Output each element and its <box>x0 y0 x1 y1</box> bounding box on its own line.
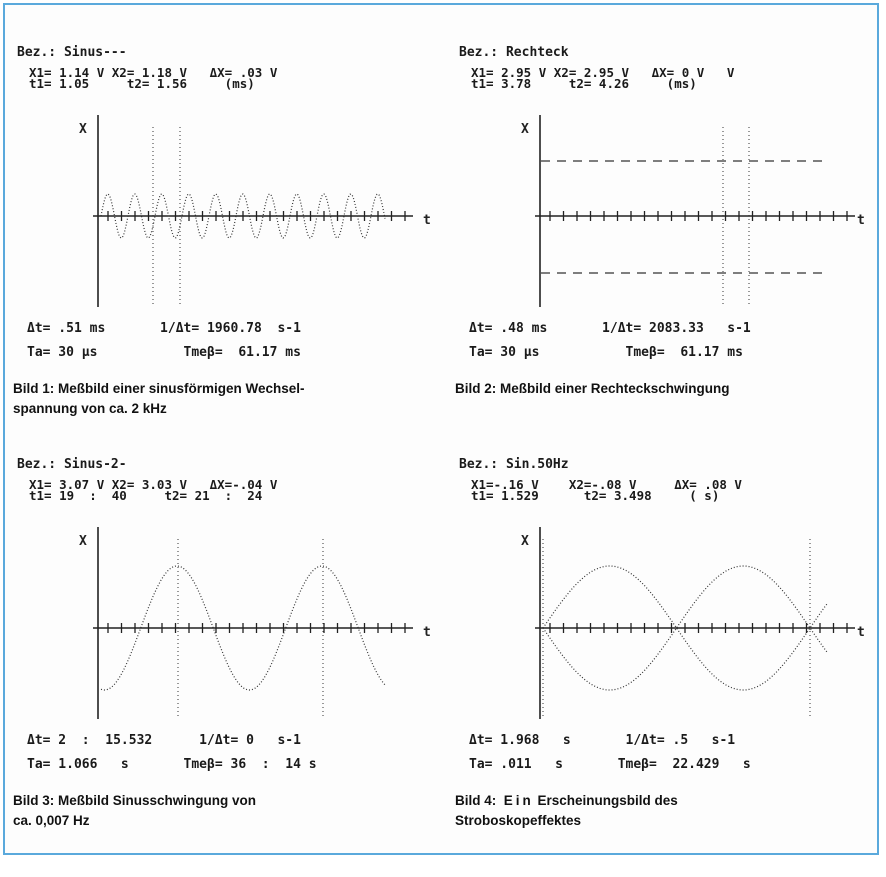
caption-line-2: spannung von ca. 2 kHz <box>13 401 167 416</box>
axis-label-x: X <box>521 122 529 137</box>
plot-sin-50hz <box>455 519 885 729</box>
figure-caption <box>455 791 885 831</box>
cursor-values-t: t1= 19 : 40 t2= 21 : 24 <box>29 488 263 503</box>
delta-t-readout: Δt= 2 : 15.532 1/Δt= 0 s-1 <box>27 733 301 748</box>
plot-sinus-2 <box>13 519 443 729</box>
axis-label-x: X <box>79 534 87 549</box>
caption-line-2: Stroboskopeffektes <box>455 813 582 828</box>
figure-caption <box>13 791 443 831</box>
plot-rechteck <box>455 107 885 317</box>
caption-line-1: Bild 4: Ein Erscheinungsbild des <box>455 793 678 808</box>
delta-t-readout: Δt= 1.968 s 1/Δt= .5 s-1 <box>469 733 736 748</box>
caption-line-2: ca. 0,007 Hz <box>13 813 90 828</box>
panel-title: Bez.: Sinus--- <box>17 45 127 60</box>
figure-caption <box>455 379 885 399</box>
axis-label-x: X <box>521 534 529 549</box>
axis-label-t: t <box>857 625 865 640</box>
caption-line-1: Bild 1: Meßbild einer sinusförmigen Wechsel- <box>13 381 305 396</box>
cursor-values-t: t1= 1.529 t2= 3.498 ( s) <box>471 488 720 503</box>
caption-line-1: Bild 3: Meßbild Sinusschwingung von <box>13 793 256 808</box>
cursor-values-x: X1= 1.14 V X2= 1.18 V ΔX= .03 V <box>29 65 278 80</box>
axis-label-t: t <box>423 625 431 640</box>
cursor-values-t: t1= 1.05 t2= 1.56 (ms) <box>29 76 255 91</box>
axis-label-t: t <box>857 213 865 228</box>
sampling-readout: Ta= 1.066 s Tmeβ= 36 : 14 s <box>27 757 317 772</box>
panel-sinus <box>13 45 443 465</box>
plot-sinus <box>13 107 443 317</box>
panel-rechteck <box>455 45 885 465</box>
panel-title: Bez.: Sin.50Hz <box>459 457 569 472</box>
delta-t-readout: Δt= .48 ms 1/Δt= 2083.33 s-1 <box>469 321 751 336</box>
cursor-values-t: t1= 3.78 t2= 4.26 (ms) <box>471 76 697 91</box>
axis-label-x: X <box>79 122 87 137</box>
cursor-values-x: X1=-.16 V X2=-.08 V ΔX= .08 V <box>471 477 742 492</box>
caption-line-1: Bild 2: Meßbild einer Rechteckschwingung <box>455 381 730 396</box>
figure-caption <box>13 379 443 419</box>
panel-sinus-2 <box>13 457 443 877</box>
cursor-values-x: X1= 2.95 V X2= 2.95 V ΔX= 0 V V <box>471 65 735 80</box>
page-frame <box>3 3 879 855</box>
axis-label-t: t <box>423 213 431 228</box>
panel-title: Bez.: Rechteck <box>459 45 569 60</box>
panel-sin-50hz <box>455 457 885 877</box>
sampling-readout: Ta= .011 s Tmeβ= 22.429 s <box>469 757 751 772</box>
delta-t-readout: Δt= .51 ms 1/Δt= 1960.78 s-1 <box>27 321 301 336</box>
sampling-readout: Ta= 30 μs Tmeβ= 61.17 ms <box>27 345 301 360</box>
sampling-readout: Ta= 30 μs Tmeβ= 61.17 ms <box>469 345 743 360</box>
cursor-values-x: X1= 3.07 V X2= 3.03 V ΔX=-.04 V <box>29 477 278 492</box>
panel-title: Bez.: Sinus-2- <box>17 457 127 472</box>
